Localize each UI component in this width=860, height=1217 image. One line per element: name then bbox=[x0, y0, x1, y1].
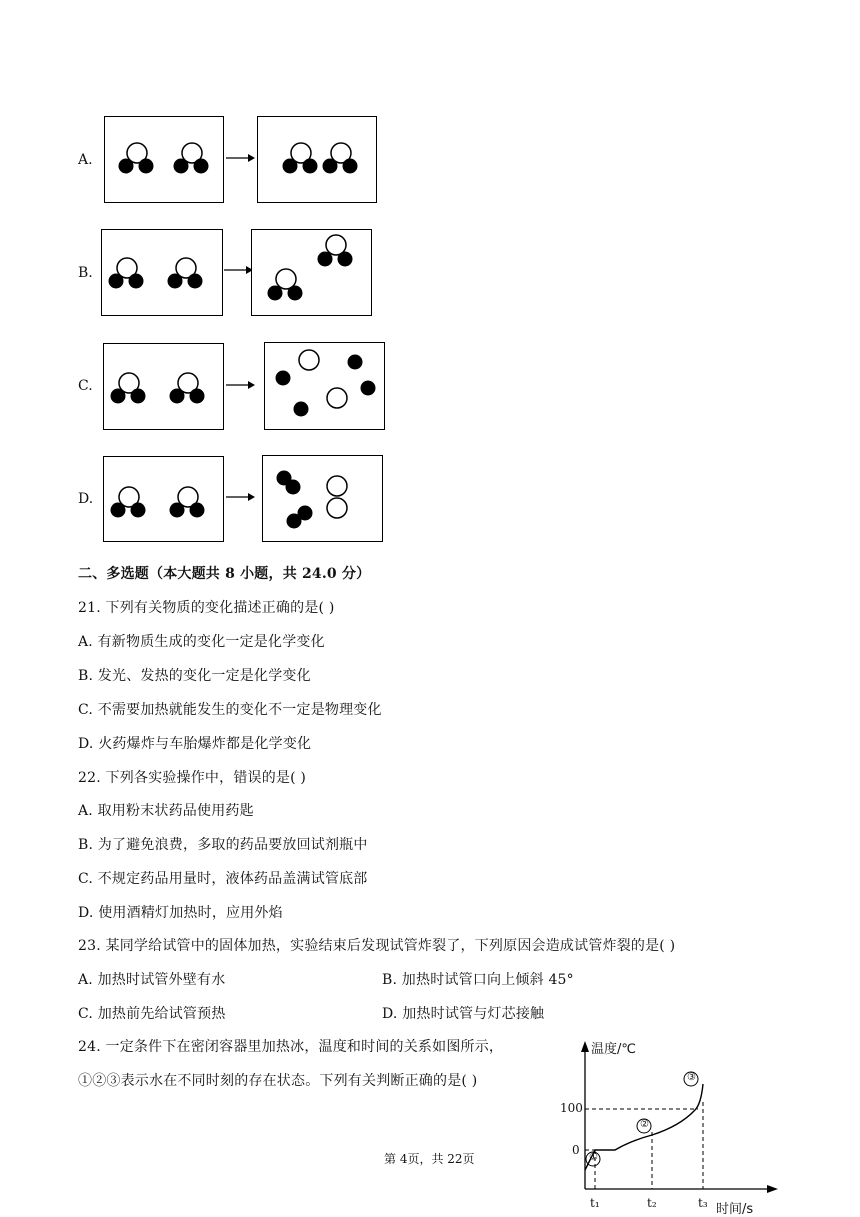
option-b-label: B. bbox=[78, 265, 93, 281]
question-22-option-d: D. 使用酒精灯加热时，应用外焰 bbox=[78, 905, 283, 921]
option-b-before-box bbox=[101, 229, 223, 316]
y-axis-arrow-icon bbox=[581, 1041, 589, 1052]
molecule-diagram bbox=[263, 456, 384, 543]
question-23-stem: 23. 某同学给试管中的固体加热，实验结束后发现试管炸裂了，下列原因会造成试管炸裂的是( ) bbox=[78, 938, 676, 954]
molecule-diagram bbox=[265, 343, 386, 431]
question-22-option-a: A. 取用粉末状药品使用药匙 bbox=[78, 803, 254, 819]
marker-2: ② bbox=[640, 1119, 649, 1130]
question-23-option-a: A. 加热时试管外壁有水 bbox=[78, 972, 226, 988]
molecule-diagram bbox=[102, 230, 224, 317]
option-b-after-box bbox=[251, 229, 372, 316]
x-tick-t2: t₂ bbox=[647, 1196, 657, 1210]
molecule-diagram bbox=[105, 117, 225, 204]
question-22-option-c: C. 不规定药品用量时，液体药品盖满试管底部 bbox=[78, 871, 368, 887]
option-c-before-box bbox=[103, 343, 224, 430]
molecule-diagram bbox=[104, 344, 225, 431]
marker-3: ③ bbox=[687, 1072, 696, 1083]
question-23-option-d: D. 加热时试管与灯芯接触 bbox=[382, 1006, 545, 1022]
marker-1: ① bbox=[589, 1152, 598, 1163]
option-a-before-box bbox=[104, 116, 224, 203]
question-24-stem-line2: ①②③表示水在不同时刻的存在状态。下列有关判断正确的是( ) bbox=[78, 1073, 478, 1089]
option-d-after-box bbox=[262, 455, 383, 542]
molecule-diagram bbox=[258, 117, 378, 204]
question-23-option-c: C. 加热前先给试管预热 bbox=[78, 1006, 226, 1022]
y-axis-label: 温度/℃ bbox=[591, 1042, 636, 1057]
x-tick-t3: t₃ bbox=[698, 1196, 708, 1210]
option-c-after-box bbox=[264, 342, 385, 430]
molecule-diagram bbox=[252, 230, 373, 317]
option-d-label: D. bbox=[78, 491, 94, 507]
page-footer: 第 4页，共 22页 bbox=[384, 1152, 475, 1166]
question-21-option-c: C. 不需要加热就能发生的变化不一定是物理变化 bbox=[78, 702, 382, 718]
question-24-stem-line1: 24. 一定条件下在密闭容器里加热冰，温度和时间的关系如图所示， bbox=[78, 1039, 504, 1055]
y-tick-0: 0 bbox=[572, 1143, 580, 1157]
arrow-icon bbox=[226, 379, 256, 391]
question-23-option-b: B. 加热时试管口向上倾斜 45° bbox=[382, 972, 574, 988]
molecule-diagram bbox=[104, 457, 225, 543]
arrow-icon bbox=[226, 152, 256, 164]
x-axis-arrow-icon bbox=[767, 1185, 778, 1193]
y-tick-100: 100 bbox=[560, 1101, 583, 1115]
x-tick-t1: t₁ bbox=[590, 1196, 600, 1210]
section-title: 二、多选题（本大题共 8 小题，共 24.0 分） bbox=[78, 566, 371, 582]
question-21-option-d: D. 火药爆炸与车胎爆炸都是化学变化 bbox=[78, 736, 312, 752]
question-22-option-b: B. 为了避免浪费，多取的药品要放回试剂瓶中 bbox=[78, 837, 368, 853]
graph-svg bbox=[555, 1038, 785, 1216]
option-a-after-box bbox=[257, 116, 377, 203]
question-21-stem: 21. 下列有关物质的变化描述正确的是( ) bbox=[78, 600, 335, 616]
arrow-icon bbox=[226, 491, 256, 503]
question-21-option-a: A. 有新物质生成的变化一定是化学变化 bbox=[78, 634, 325, 650]
arrow-icon bbox=[224, 264, 254, 276]
temperature-time-graph bbox=[555, 1038, 785, 1216]
option-d-before-box bbox=[103, 456, 224, 542]
option-c-label: C. bbox=[78, 378, 93, 394]
x-axis-label: 时间/s bbox=[716, 1202, 754, 1217]
question-21-option-b: B. 发光、发热的变化一定是化学变化 bbox=[78, 668, 311, 684]
option-a-label: A. bbox=[78, 152, 93, 168]
question-22-stem: 22. 下列各实验操作中，错误的是( ) bbox=[78, 770, 307, 786]
